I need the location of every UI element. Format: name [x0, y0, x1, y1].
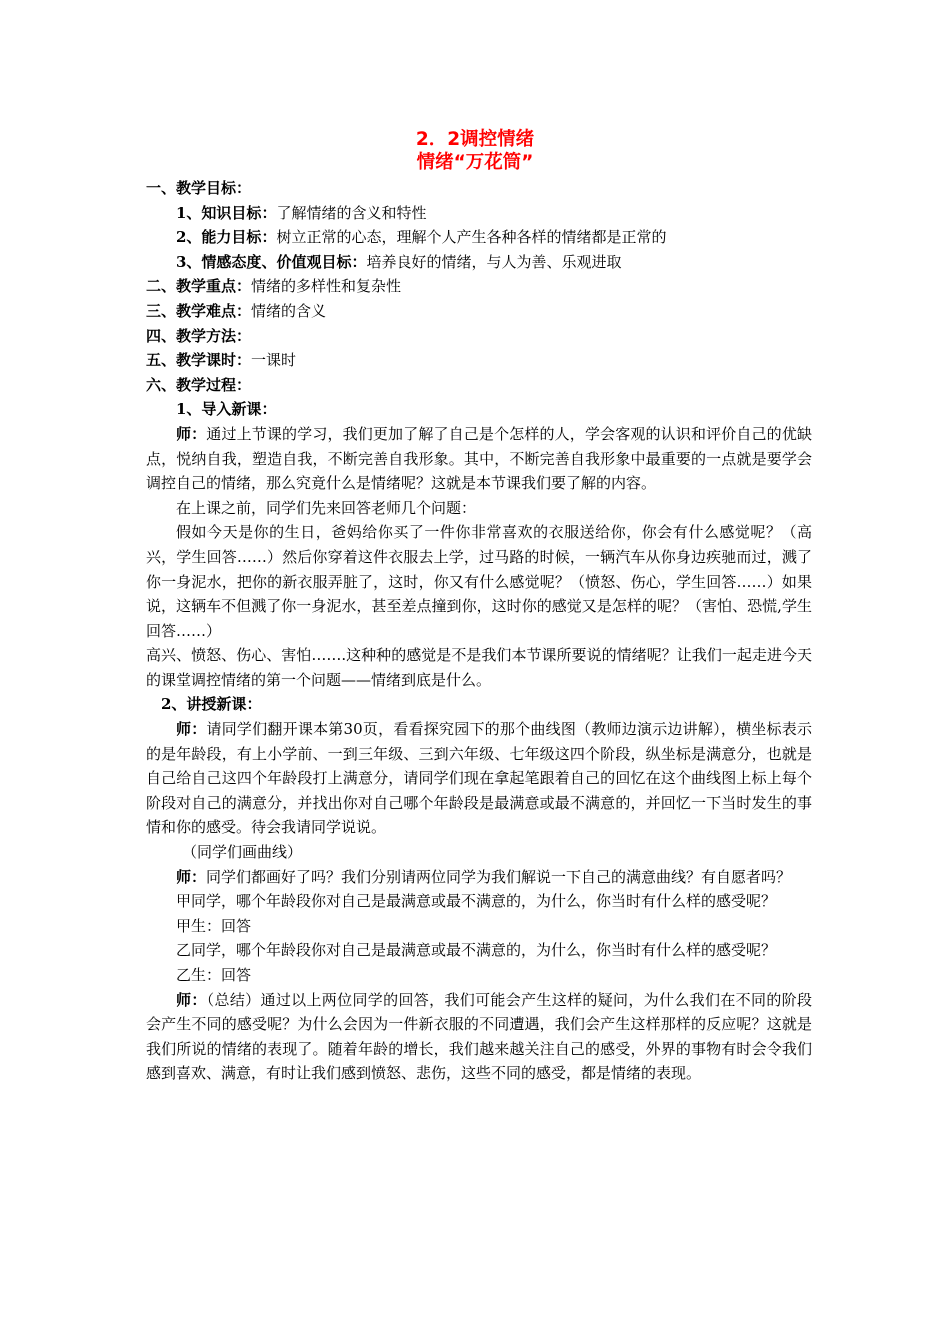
- intro-paragraph-3: 假如今天是你的生日，爸妈给你买了一件你非常喜欢的衣服送给你，你会有什么感觉呢？（高兴，学生回答……）然后你穿着这件衣服去上学，过马路的时候，一辆汽车从你身边疾驰而过，溅了你一身泥水，把你的新衣服弄脏了，这时，你又有什么感觉呢？（愤怒、伤心，学生回答……）如果说，这辆车不但溅了你一身泥水，甚至差点撞到你，这时你的感觉又是怎样的呢？（害怕、恐慌,学生回答……）: [146, 523, 812, 640]
- lecture-paragraph-3: 师：同学们都画好了吗？我们分别请两位同学为我们解说一下自己的满意曲线？有自愿者吗？: [176, 867, 792, 886]
- intro-heading: 1、导入新课：: [176, 400, 277, 419]
- objective-label: 3、情感态度、价值观目标：: [176, 252, 367, 271]
- lecture-paragraph-8: 师：（总结）通过以上两位同学的回答，我们可能会产生这样的疑问，为什么我们在不同的阶段会产生不同的感受呢？为什么会因为一件新衣服的不同遭遇，我们会产生这样那样的反应呢？这就是我们所说的情绪的表现了。随着年龄的增长，我们越来越关注自己的感受，外界的事物有时会令我们感到喜欢、满意，有时让我们感到愤怒、悲伤，这些不同的感受，都是情绪的表现。: [146, 990, 812, 1083]
- document-body: [146, 176, 812, 1086]
- lecture-heading: 2、讲授新课：: [161, 695, 262, 714]
- objective-attitude: [146, 250, 812, 275]
- objective-text: 树立正常的心态，理解个人产生各种各样的情绪都是正常的: [276, 228, 667, 247]
- intro-paragraph-2: 在上课之前，同学们先来回答老师几个问题：: [176, 498, 477, 517]
- page-subtitle: 情绪“万花筒”: [416, 152, 534, 173]
- process-heading: 六、教学过程：: [146, 375, 252, 394]
- section-heading: 三、教学难点：: [146, 301, 252, 320]
- section-text: 一课时: [251, 351, 297, 370]
- lecture-paragraph-1: 师：请同学们翻开课本第30页，看看探究园下的那个曲线图（教师边演示边讲解），横坐标表示的是年龄段，有上小学前、一到三年级、三到六年级、七年级这四个阶段，纵坐标是满意分，也就是自己给自己这四个年龄段打上满意分，请同学们现在拿起笔跟着自己的回忆在这个曲线图上标上每个阶段对自己的满意分，并找出你对自己哪个年龄段是最满意或最不满意的，并回忆一下当时发生的事情和你的感受。待会我请同学说说。: [146, 720, 812, 837]
- teaching-method: [146, 324, 812, 349]
- teacher-label: 师：: [176, 424, 207, 443]
- section-heading: 四、教学方法：: [146, 326, 252, 345]
- class-hours: [146, 348, 812, 373]
- teacher-label: 师：: [176, 990, 207, 1009]
- intro-paragraph-4: 高兴、愤怒、伤心、害怕…….这种种的感觉是不是我们本节课所要说的情绪呢？让我们一起走进今天的课堂调控情绪的第一个问题——情绪到底是什么。: [146, 646, 812, 689]
- objective-label: 2、能力目标：: [176, 228, 277, 247]
- lecture-paragraph-6: 乙同学，哪个年龄段你对自己是最满意或最不满意的，为什么，你当时有什么样的感受呢？: [176, 941, 777, 960]
- section-text: 情绪的含义: [251, 301, 327, 320]
- objectives-heading: 一、教学目标：: [146, 179, 252, 197]
- lecture-paragraph-4: 甲同学，哪个年龄段你对自己是最满意或最不满意的，为什么，你当时有什么样的感受呢？: [176, 892, 777, 911]
- intro-paragraph-1: 师：通过上节课的学习，我们更加了解了自己是个怎样的人，学会客观的认识和评价自己的优缺点，悦纳自我，塑造自我，不断完善自我形象。其中，不断完善自我形象中最重要的一点就是要学会调控自己的情绪，那么究竟什么是情绪呢？这就是本节课我们要了解的内容。: [146, 424, 812, 493]
- objective-text: 培养良好的情绪，与人为善、乐观进取: [366, 252, 622, 271]
- objective-ability: [146, 225, 812, 250]
- objective-text: 了解情绪的含义和特性: [276, 203, 427, 222]
- objective-label: 1、知识目标：: [176, 203, 277, 222]
- teacher-label: 师：: [176, 867, 207, 886]
- lecture-paragraph-5: 甲生：回答: [176, 916, 252, 935]
- objective-knowledge: [146, 201, 812, 226]
- page-title: 2．2调控情绪: [415, 129, 535, 150]
- key-points: [146, 274, 812, 299]
- lecture-paragraph-2: （同学们画曲线）: [182, 843, 303, 862]
- difficulty: [146, 299, 812, 324]
- section-heading: 二、教学重点：: [146, 277, 252, 296]
- lecture-paragraph-7: 乙生：回答: [176, 966, 252, 984]
- teacher-label: 师：: [176, 720, 207, 739]
- section-heading: 五、教学课时：: [146, 351, 252, 370]
- section-text: 情绪的多样性和复杂性: [251, 277, 402, 296]
